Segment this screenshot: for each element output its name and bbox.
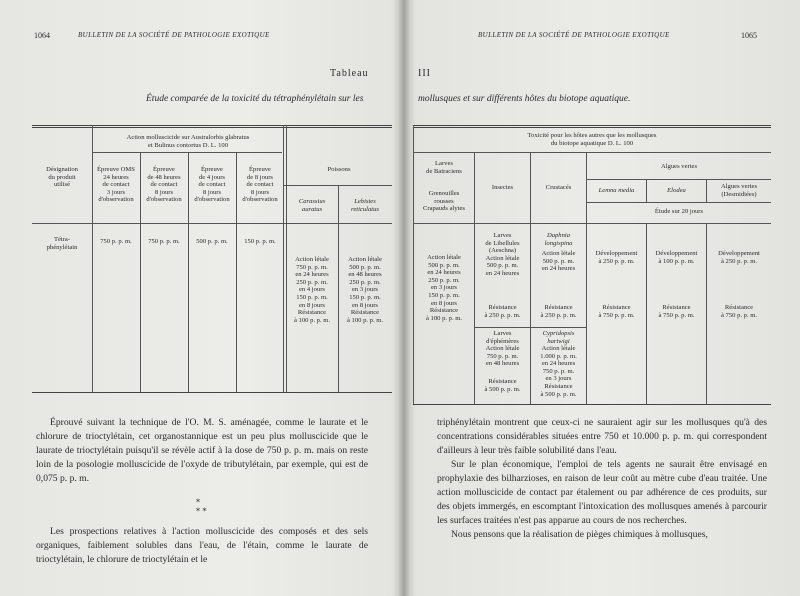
molluscicide-header: Action molluscicide sur Australorbis glabratus et Bulinus contortus D. L. 100 <box>126 134 250 149</box>
right-page-number: 1065 <box>741 31 757 40</box>
algues-col-elodea: Elodea <box>667 187 686 194</box>
algues-dev-lemna: Développement à 250 p. p. m. <box>595 250 638 265</box>
left-text-para1 <box>36 416 368 486</box>
test-value-4d: 500 p. p. m. <box>196 238 228 245</box>
table-title-left: Tableau <box>330 68 369 79</box>
algues-res-elodea: Résistance à 750 p. p. m. <box>658 304 695 319</box>
test-value-8d: 150 p. p. m. <box>244 238 276 245</box>
fish-name-lebistes: Lebistes reticulatus <box>351 198 379 213</box>
designation-header: Désignation du produit utilisé <box>46 166 78 189</box>
insectes-ephemeres-resistance: Résistance à 500 p. p. m. <box>484 378 521 393</box>
section-asterism: * * * <box>196 498 207 516</box>
test-value-oms: 750 p. p. m. <box>100 238 132 245</box>
book-gutter <box>398 0 410 596</box>
poissons-header: Poissons <box>327 166 351 173</box>
toxicity-header: Toxicité pour les hôtes autres que les mollusques du biotope aquatique D. L. 100 <box>527 132 657 147</box>
crustaces-daphnia-resistance: Résistance à 250 p. p. m. <box>540 304 577 319</box>
algues-dev-desmidiees: Développement à 250 p. p. m. <box>718 250 760 265</box>
fish-value-lebistes: Action létale 500 p. p. m. en 48 heures 250 p. p. m. en 3 jours 150 p. p. m. en 8 jours Résistance à 100 p. p. m. <box>346 256 384 324</box>
left-page-number: 1064 <box>34 31 50 40</box>
fish-value-carassius: Action létale 750 p. p. m. en 24 heures 250 p. p. m. en 4 jours 150 p. p. m. en 8 jours Résistance à 100 p. p. m. <box>293 256 331 324</box>
algues-header: Algues vertes <box>660 163 698 170</box>
batraciens-header: Larves de Batraciens <box>426 160 462 175</box>
fish-name-carassius: Carassius auratus <box>298 198 326 213</box>
crustaces-daphnia-name: Daphnia longispina <box>544 232 573 247</box>
crustaces-cypridopsis-name: Cypridopsis hartwigi <box>542 330 575 345</box>
algues-col-lemna: Lemna media <box>598 187 635 194</box>
algues-res-lemna: Résistance à 750 p. p. m. <box>598 304 635 319</box>
batraciens-value: Action létale 500 p. p. m. en 24 heures 250 p. p. m. en 3 jours 150 p. p. m. en 8 jours Résistance à 100 p. p. m. <box>425 254 463 322</box>
right-running-header: BULLETIN DE LA SOCIÉTÉ DE PATHOLOGIE EXOTIQUE <box>478 31 670 39</box>
left-paragraph-1: Éprouvé suivant la technique de l'O. M. S. aménagée, comme le laurate et le chlorure de trioctylétain, cet organostannique est un peu plus molluscicide que le laurate de trioctylétain puisqu'il se révèle actif à la dose de 750 p. p. m. mais on reste loin de la posologie molluscicide de l'oxyde de tributylétain, par exemple, qui est de 0,075 p. p. m. <box>36 417 368 484</box>
test-col-4d: Épreuve de 4 jours de contact 8 jours d'observation <box>194 166 230 204</box>
test-value-48h: 750 p. p. m. <box>148 238 180 245</box>
crustaces-daphnia-value: Action létale 500 p. p. m. en 24 heures <box>541 250 576 273</box>
right-paragraph-2: Sur le plan économique, l'emploi de tels agents ne saurait être envisagé en prophylaxie des bilharzioses, en raison de leur coût au mètre cube d'eau traitée. Une action molluscicide de contact par étalement ou par adhérence de ces produits, sur des objets immergés, en escomptant l'intoxication des mollusques amenés à parcourir les surfaces traitées n'est pas apparue au cours de nos recherches. <box>437 459 767 526</box>
algues-study-period: Étude sur 20 jours <box>654 208 704 215</box>
table-subtitle-left: Étude comparée de la toxicité du tétraphénylétain sur les <box>146 94 364 104</box>
test-col-oms: Épreuve OMS 24 heures de contact 3 jours d'observation <box>97 166 135 204</box>
insectes-header: Insectes <box>491 184 514 191</box>
algues-col-desmidiees: Algues vertes (Desmidiées) <box>720 183 758 198</box>
right-paragraph-1: triphénylétain montrent que ceux-ci ne sauraient agir sur les mollusques qu'à des concentrations considérables situées entre 750 et 10.000 p. p. m. qui correspondent d'ailleurs à leur très faible solubilité dans l'eau. <box>437 417 767 456</box>
crustaces-header: Crustacés <box>545 184 572 191</box>
table-title-right: III <box>418 68 431 79</box>
left-running-header: BULLETIN DE LA SOCIÉTÉ DE PATHOLOGIE EXOTIQUE <box>78 31 270 39</box>
left-paragraph-2: Les prospections relatives à l'action molluscicide des composés et des sels organiques, faiblement solubles dans l'eau, de l'étain, comme le laurate de trioctylétain, le chlorure de trioctylétain et le <box>36 526 368 565</box>
test-col-8d: Épreuve de 8 jours de contact 8 jours d'observation <box>242 166 278 204</box>
batraciens-species: Grenouilles rousses Crapauds alytes <box>423 190 465 213</box>
product-name: Tétra- phénylétain <box>46 236 78 251</box>
insectes-libellules-resistance: Résistance à 250 p. p. m. <box>484 304 521 319</box>
insectes-libellules: Larves de Libellules (Aeschna) Action létale 500 p. p. m. en 24 heures <box>485 232 520 277</box>
right-paragraph-3: Nous pensons que la réalisation de pièges chimiques à mollusques, <box>451 529 708 540</box>
table-subtitle-right: mollusques et sur différents hôtes du biotope aquatique. <box>418 94 631 104</box>
left-text-para2 <box>36 525 368 567</box>
right-text <box>437 416 767 542</box>
test-col-48h: Épreuve de 48 heures de contact 8 jours d'observation <box>146 166 182 204</box>
insectes-ephemeres: Larves d'éphémères Action létale 750 p. p. m. en 48 heures <box>485 330 520 368</box>
crustaces-cypridopsis-value: Action létale 1.000 p. p. m. en 24 heures 750 p. p. m. en 3 jours Résistance à 500 p. p. m. <box>540 345 577 398</box>
algues-dev-elodea: Développement à 100 p. p. m. <box>655 250 698 265</box>
algues-res-desmidiees: Résistance à 750 p. p. m. <box>720 304 758 319</box>
